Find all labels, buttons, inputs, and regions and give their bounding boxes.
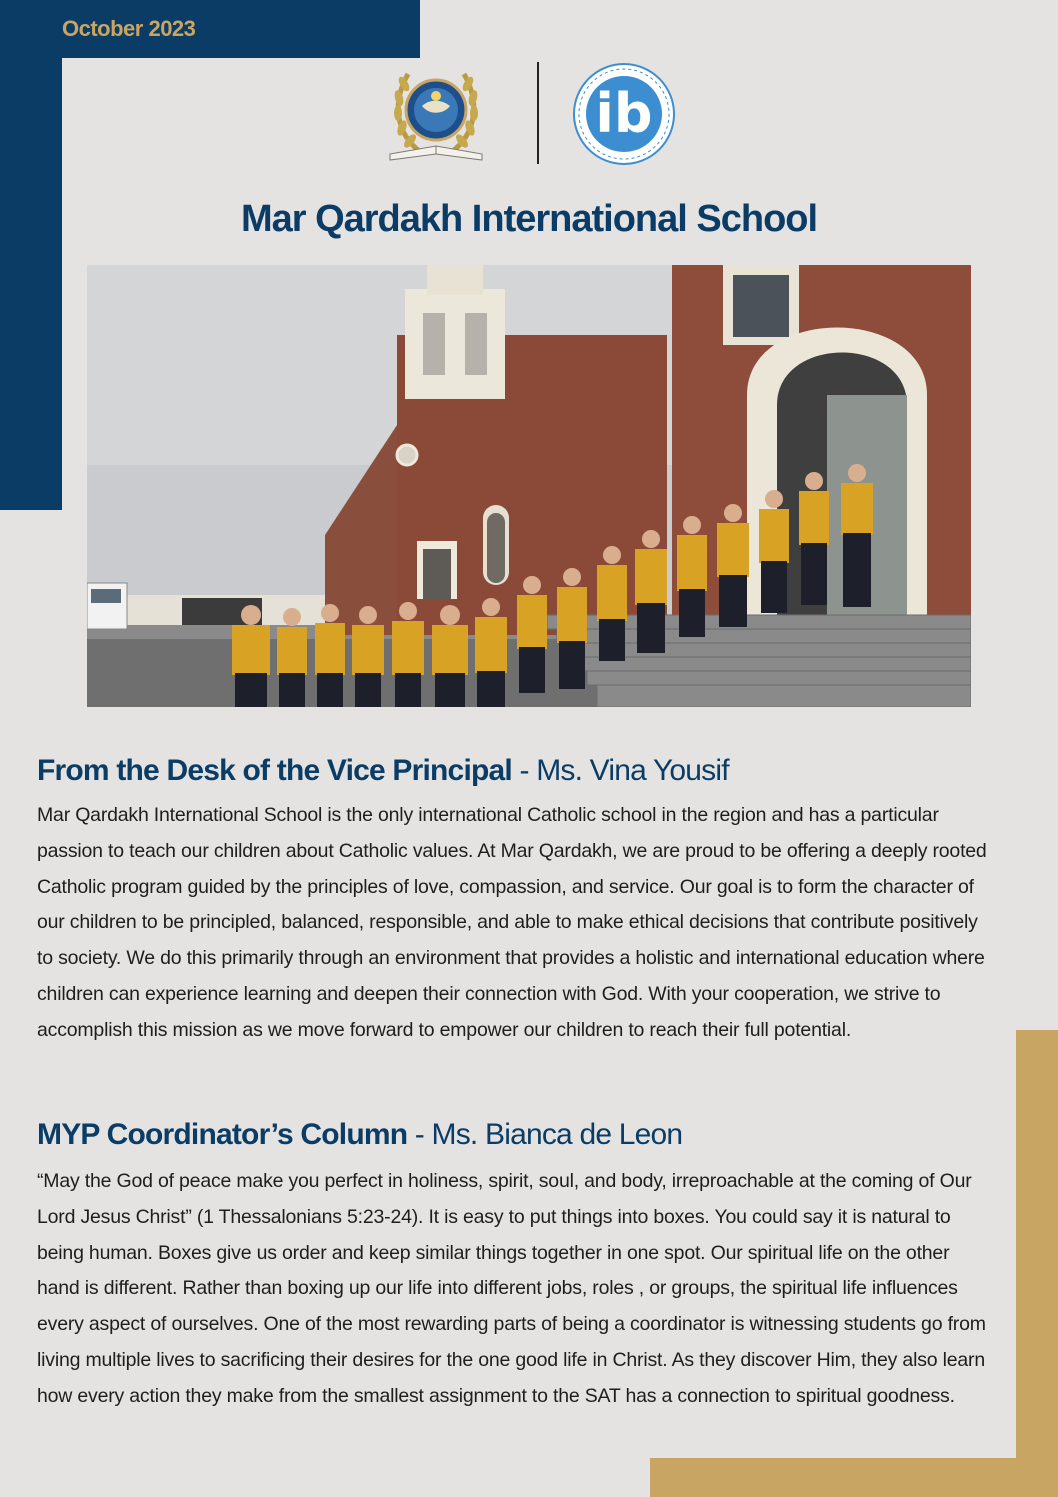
myp-coordinator-body: “May the God of peace make you perfect in holiness, spirit, soul, and body, irreproachable at the coming of Our Lord Jesus Christ” (1 Thessalonians 5:23-24). It is easy to put things into boxes. You could say it is natural to being human. Boxes give us order and keep similar things together in one spot. Our spiritual life on the other hand is different. Rather than boxing up our life into different jobs, roles , or groups, the spiritual life influences every aspect of ourselves. One of the most rewarding parts of being a coordinator is witnessing students go from living multiple lives to sacrificing their desires for the one good life in Christ. As they discover Him, they also learn how every action they make from the smallest assignment to the SAT has a connection to spiritual goodness. — [37, 1170, 986, 1407]
section-separator: - — [407, 1118, 432, 1151]
section-separator: - — [511, 754, 537, 787]
photo-illustration — [87, 265, 971, 707]
section-author: Ms. Bianca de Leon — [431, 1118, 683, 1151]
svg-text:ib: ib — [595, 82, 653, 145]
gold-bottom-bar — [650, 1458, 1058, 1497]
section-title: From the Desk of the Vice Principal — [37, 754, 512, 787]
logos-row — [378, 62, 688, 166]
section-title: MYP Coordinator’s Column — [37, 1118, 408, 1151]
vice-principal-heading — [37, 754, 729, 788]
logo-divider — [537, 62, 539, 164]
gold-side-bar — [1016, 1030, 1058, 1497]
ib-world-school-logo — [574, 64, 674, 164]
myp-coordinator-heading — [37, 1118, 682, 1152]
section-author: Ms. Vina Yousif — [536, 754, 729, 787]
issue-date: October 2023 — [62, 16, 196, 41]
vice-principal-body: Mar Qardakh International School is the only international Catholic school in the region and has a particular passion to teach our children about Catholic values. At Mar Qardakh, we are proud to be offering a deeply rooted Catholic program guided by the principles of love, compassion, and service. Our goal is to form the character of our children to be principled, balanced, responsible, and able to make ethical decisions that contribute positively to society. We do this primarily through an environment that provides a holistic and international education where children can experience learning and deepen their connection with God. With your cooperation, we strive to accomplish this mission as we move forward to empower our children to reach their full potential. — [37, 804, 987, 1041]
navy-side-bar — [0, 0, 62, 510]
school-title: Mar Qardakh International School — [240, 198, 818, 240]
school-building-students-photo — [87, 265, 971, 707]
school-crest-logo — [390, 74, 482, 160]
